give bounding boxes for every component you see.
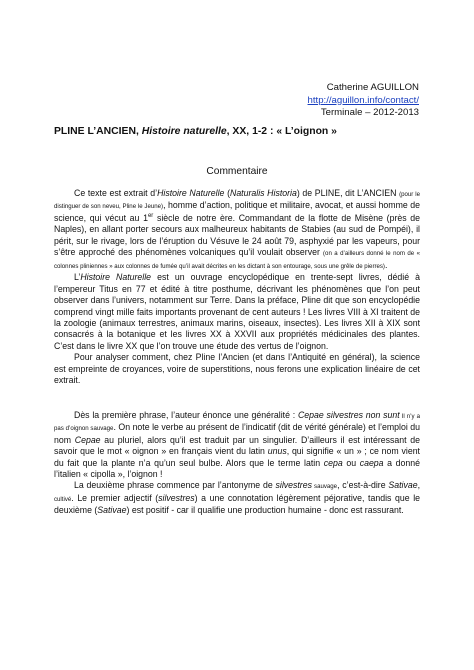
class-year: Terminale – 2012-2013 xyxy=(320,107,419,119)
paragraph-second-sentence: La deuxième phrase commence par l’antonyme de silvestres sauvage, c’est-à-dire Sativae, cultivé. Le premier adjectif (silvestres) a une connotation légèrement péjorative, tandis que le deuxième (Sativae) est positif - car il qualifie une production humaine - donc est rassurant. xyxy=(54,480,421,516)
paragraph-intro: Ce texte est extrait d’Histoire Naturelle (Naturalis Historia) de PLINE, dit L’ANCIEN (pour le distinguer de son neveu, Pline le Jeune), homme d’action, politique et militaire, avocat, et aussi homme de science, qui vécut au 1er siècle de notre ère. Commandant de la flotte de Misène (près de Naples), en allant porter secours aux malheureux habitants de Stabies (au sud de Pompéi), il périt, sur le rivage, lors de l’éruption du Vésuve le 24 août 79, asphyxié par les vapeurs, pour s’être approché des phénomènes volcaniques qu’il voulait observer (on a d’ailleurs donné le nom de « colonnes pliniennes » aux colonnes de fumée qu’il avait décrites en les dictant à son entourage, sous une grêle de pierres). xyxy=(54,188,420,270)
paragraph-plan: Pour analyser comment, chez Pline l’Ancien (et dans l’Antiquité en général), la science est empreinte de croyances, voire de superstitions, nous ferons une explication linéaire de cet extrait. xyxy=(54,352,420,386)
paragraph-work: L’Histoire Naturelle est un ouvrage encyclopédique en trente-sept livres, dédié à l’empereur Titus en 77 et édité à titre posthume, décrivant les phénomènes que l’on peut observer dans l’univers, notamment sur Terre. Dans la préface, Pline dit que son encyclopédie comprend vingt mille faits importants provenant de cent auteurs ! Les livres VIII à XI traitent de la zoologie (animaux terrestres, animaux marins, oiseaux, insectes). Les livres XII à XIX sont consacrés à la botanique et les livres XX à XXVII aux propriétés médicinales des plantes. C’est dans le livre XX que l’on trouve une étude des vertus de l’oignon. xyxy=(54,272,421,351)
commentary-body xyxy=(54,188,420,517)
contact-link[interactable]: http://aguillon.info/contact/ xyxy=(307,94,419,106)
paragraph-first-sentence: Dès la première phrase, l’auteur énonce une généralité : Cepae silvestres non sunt Il n’y a pas d’oignon sauvage. On note le verbe au présent de l’indicatif (dit de vérité générale) et l’emploi du nom Cepae au pluriel, alors qu’il est traduit par un singulier. D’ailleurs il est intéressant de savoir que le mot « oignon » en français vient du latin unus, qui signifie « un » ; ce nom vient du fait que la plante n’a qu’un seul bulbe. Alors que le terme latin cepa ou caepa a donné l’italien « cipolla », l’oignon ! xyxy=(54,409,421,479)
section-heading: Commentaire xyxy=(206,166,268,177)
author-name: Catherine AGUILLON xyxy=(326,82,419,93)
author-header xyxy=(308,82,419,120)
work-title: Histoire naturelle xyxy=(141,126,227,137)
document-title: PLINE L’ANCIEN, Histoire naturelle, XX, 1-2 : « L’oignon » xyxy=(54,126,337,137)
